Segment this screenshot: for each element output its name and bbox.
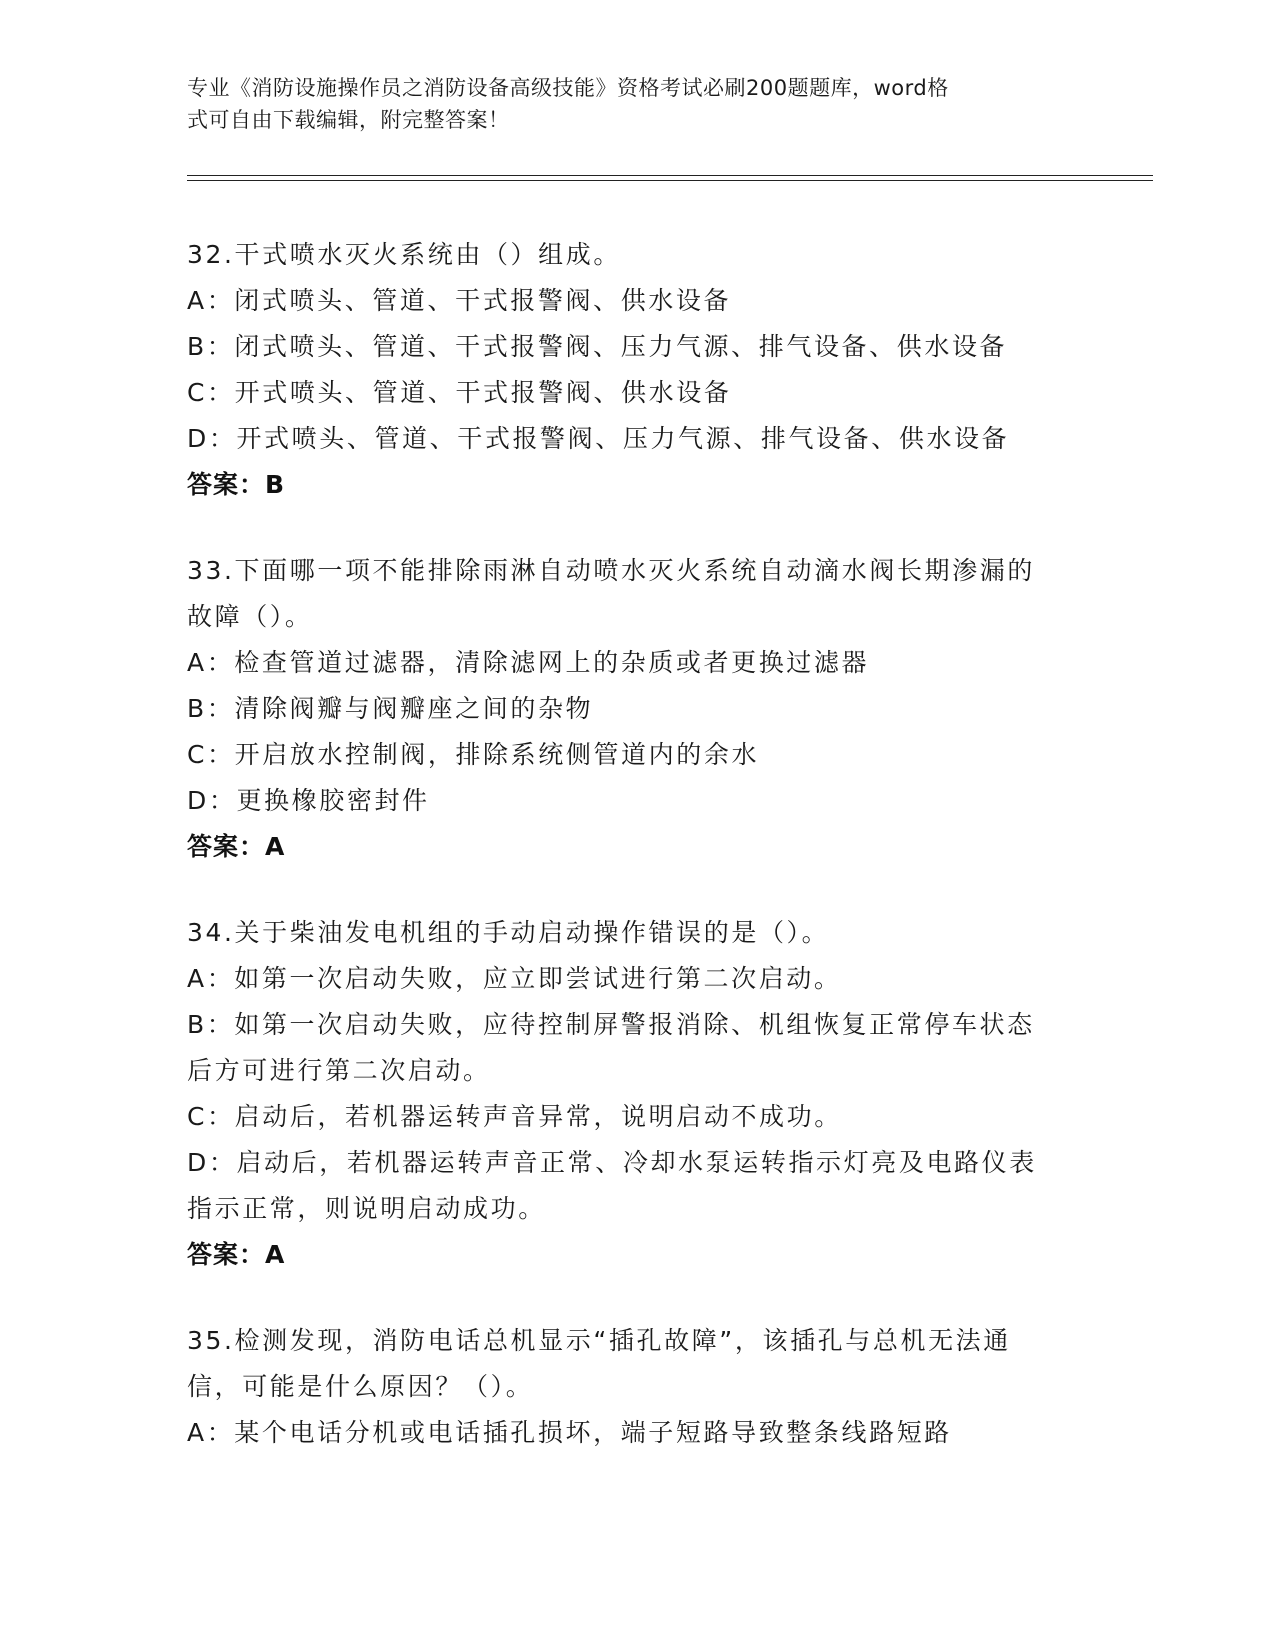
header-line-2: 式可自由下载编辑，附完整答案！ (187, 108, 510, 132)
stem-line: 34.关于柴油发电机组的手动启动操作错误的是（）。 (187, 918, 830, 947)
stem-line: 33.下面哪一项不能排除雨淋自动喷水灭火系统自动滴水阀长期渗漏的 (187, 556, 1035, 585)
option-c: C：开式喷头、管道、干式报警阀、供水设备 (187, 378, 732, 407)
option-b: B：闭式喷头、管道、干式报警阀、压力气源、排气设备、供水设备 (187, 332, 1008, 361)
question-34 (187, 910, 1087, 1278)
option-b-continued: 后方可进行第二次启动。 (187, 1056, 491, 1085)
question-32 (187, 232, 1087, 508)
option-c: C：开启放水控制阀，排除系统侧管道内的余水 (187, 740, 760, 769)
header-line-1: 专业《消防设施操作员之消防设备高级技能》资格考试必刷200题题库，word格 (187, 76, 949, 100)
option-a: A：检查管道过滤器，清除滤网上的杂质或者更换过滤器 (187, 648, 870, 677)
question-35 (187, 1318, 1087, 1456)
header-divider-top (187, 175, 1153, 176)
option-b: B：如第一次启动失败，应待控制屏警报消除、机组恢复正常停车状态 (187, 1010, 1035, 1039)
question-stem (187, 1318, 1087, 1410)
question-stem (187, 910, 1087, 956)
option-d: D：开式喷头、管道、干式报警阀、压力气源、排气设备、供水设备 (187, 424, 1010, 453)
question-list (187, 232, 1087, 1496)
stem-line: 35.检测发现，消防电话总机显示“插孔故障”，该插孔与总机无法通 (187, 1326, 1011, 1355)
stem-line: 32.干式喷水灭火系统由（）组成。 (187, 240, 621, 269)
header-divider-bottom (187, 180, 1153, 181)
answer-line: 答案：B (187, 470, 286, 499)
question-33 (187, 548, 1087, 870)
answer-line: 答案：A (187, 1240, 286, 1269)
question-stem (187, 232, 1087, 278)
option-a: A：某个电话分机或电话插孔损坏，端子短路导致整条线路短路 (187, 1418, 952, 1447)
option-a: A：如第一次启动失败，应立即尝试进行第二次启动。 (187, 964, 842, 993)
document-header (187, 72, 1067, 136)
stem-line: 故障（）。 (187, 602, 313, 631)
option-d: D：更换橡胶密封件 (187, 786, 430, 815)
option-b: B：清除阀瓣与阀瓣座之间的杂物 (187, 694, 594, 723)
option-c: C：启动后，若机器运转声音异常，说明启动不成功。 (187, 1102, 842, 1131)
option-a: A：闭式喷头、管道、干式报警阀、供水设备 (187, 286, 732, 315)
answer-line: 答案：A (187, 832, 286, 861)
question-stem (187, 548, 1087, 640)
option-d-continued: 指示正常，则说明启动成功。 (187, 1194, 546, 1223)
option-d: D：启动后，若机器运转声音正常、冷却水泵运转指示灯亮及电路仪表 (187, 1148, 1037, 1177)
stem-line: 信，可能是什么原因？（）。 (187, 1372, 534, 1401)
